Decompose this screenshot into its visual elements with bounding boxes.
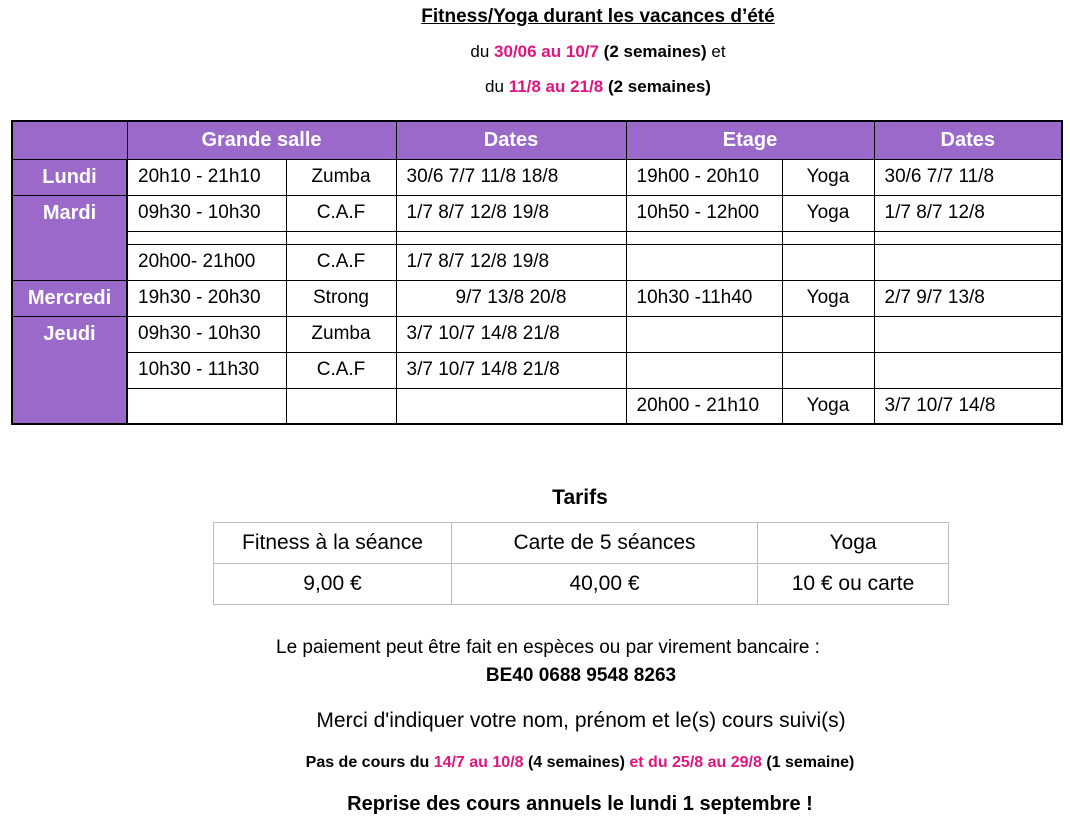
gs-time: 09h30 - 10h30 — [127, 195, 286, 231]
et-time: 19h00 - 20h10 — [626, 159, 782, 195]
et-dates: 2/7 9/7 13/8 — [874, 280, 1062, 316]
tarif-value-carte: 40,00 € — [452, 564, 758, 605]
table-row — [12, 316, 1062, 352]
empty-cell — [626, 231, 782, 244]
gs-course: C.A.F — [286, 195, 396, 231]
tarifs-table — [213, 522, 949, 605]
empty-cell — [127, 231, 286, 244]
et-time — [626, 316, 782, 352]
no-courses-range-2: et du 25/8 au 29/8 — [624, 754, 762, 771]
gs-dates: 1/7 8/7 12/8 19/8 — [396, 195, 626, 231]
schedule-table — [11, 120, 1063, 425]
day-mercredi: Mercredi — [12, 280, 127, 316]
no-courses-weeks-2: (1 semaine) — [761, 754, 855, 771]
table-row-spacer — [12, 231, 1062, 244]
header-etage: Etage — [626, 121, 874, 159]
gs-course: Strong — [286, 280, 396, 316]
et-course: Yoga — [782, 388, 874, 424]
gs-dates — [396, 388, 626, 424]
header-dates-1: Dates — [396, 121, 626, 159]
tarifs-title: Tarifs — [552, 486, 608, 509]
et-course — [782, 352, 874, 388]
table-row — [12, 352, 1062, 388]
gs-course: C.A.F — [286, 244, 396, 280]
period-1-weeks: (2 semaines) — [598, 42, 707, 61]
page-title: Fitness/Yoga durant les vacances d’été — [421, 6, 775, 27]
day-jeudi: Jeudi — [12, 316, 127, 424]
period-line-1 — [0, 42, 1070, 62]
gs-course: C.A.F — [286, 352, 396, 388]
et-time — [626, 244, 782, 280]
empty-cell — [782, 231, 874, 244]
table-row — [12, 280, 1062, 316]
et-dates: 30/6 7/7 11/8 — [874, 159, 1062, 195]
tarif-value-yoga: 10 € ou carte — [758, 564, 949, 605]
et-course — [782, 316, 874, 352]
no-courses-prefix: Pas de cours du — [305, 754, 434, 771]
et-time: 10h50 - 12h00 — [626, 195, 782, 231]
no-courses-notice — [0, 754, 1070, 772]
et-time: 10h30 -11h40 — [626, 280, 782, 316]
gs-time: 10h30 - 11h30 — [127, 352, 286, 388]
tarif-value-fitness: 9,00 € — [214, 564, 452, 605]
et-time: 20h00 - 21h10 — [626, 388, 782, 424]
gs-course: Zumba — [286, 316, 396, 352]
tarifs-header-row — [214, 523, 949, 564]
table-row — [12, 159, 1062, 195]
gs-course — [286, 388, 396, 424]
period-1-prefix: du — [470, 42, 495, 61]
empty-cell — [874, 231, 1062, 244]
payment-note: Merci d'indiquer votre nom, prénom et le(s) cours suivi(s) — [316, 709, 846, 732]
reprise-notice: Reprise des cours annuels le lundi 1 septembre ! — [347, 793, 813, 815]
et-dates: 1/7 8/7 12/8 — [874, 195, 1062, 231]
et-course: Yoga — [782, 280, 874, 316]
gs-dates: 9/7 13/8 20/8 — [396, 280, 626, 316]
no-courses-range-1: 14/7 au 10/8 — [433, 754, 524, 771]
day-lundi: Lundi — [12, 159, 127, 195]
tarif-header-fitness: Fitness à la séance — [214, 523, 452, 564]
schedule-header-row — [12, 121, 1062, 159]
et-course — [782, 244, 874, 280]
et-time — [626, 352, 782, 388]
period-1-suffix: et — [706, 42, 726, 61]
period-line-2 — [0, 77, 1070, 97]
payment-info: Le paiement peut être fait en espèces ou par virement bancaire : — [276, 637, 820, 658]
header-grande-salle: Grande salle — [127, 121, 396, 159]
tarifs-value-row — [214, 564, 949, 605]
et-course: Yoga — [782, 195, 874, 231]
et-dates: 3/7 10/7 14/8 — [874, 388, 1062, 424]
et-course: Yoga — [782, 159, 874, 195]
et-dates — [874, 352, 1062, 388]
table-row — [12, 195, 1062, 231]
day-mardi: Mardi — [12, 195, 127, 280]
gs-time — [127, 388, 286, 424]
et-dates — [874, 316, 1062, 352]
tarif-header-carte: Carte de 5 séances — [452, 523, 758, 564]
header-corner — [12, 121, 127, 159]
gs-dates: 3/7 10/7 14/8 21/8 — [396, 316, 626, 352]
table-row — [12, 388, 1062, 424]
gs-course: Zumba — [286, 159, 396, 195]
empty-cell — [286, 231, 396, 244]
gs-time: 09h30 - 10h30 — [127, 316, 286, 352]
empty-cell — [396, 231, 626, 244]
no-courses-weeks-1: (4 semaines) — [523, 754, 625, 771]
iban-number: BE40 0688 9548 8263 — [485, 665, 677, 686]
tarif-header-yoga: Yoga — [758, 523, 949, 564]
gs-time: 20h10 - 21h10 — [127, 159, 286, 195]
gs-time: 20h00- 21h00 — [127, 244, 286, 280]
header-dates-2: Dates — [874, 121, 1062, 159]
et-dates — [874, 244, 1062, 280]
table-row — [12, 244, 1062, 280]
gs-dates: 1/7 8/7 12/8 19/8 — [396, 244, 626, 280]
gs-time: 19h30 - 20h30 — [127, 280, 286, 316]
period-1-range: 30/06 au 10/7 — [494, 42, 599, 61]
gs-dates: 30/6 7/7 11/8 18/8 — [396, 159, 626, 195]
period-2-prefix: du — [485, 77, 509, 96]
gs-dates: 3/7 10/7 14/8 21/8 — [396, 352, 626, 388]
period-2-weeks: (2 semaines) — [603, 77, 711, 96]
period-2-range: 11/8 au 21/8 — [508, 77, 604, 96]
